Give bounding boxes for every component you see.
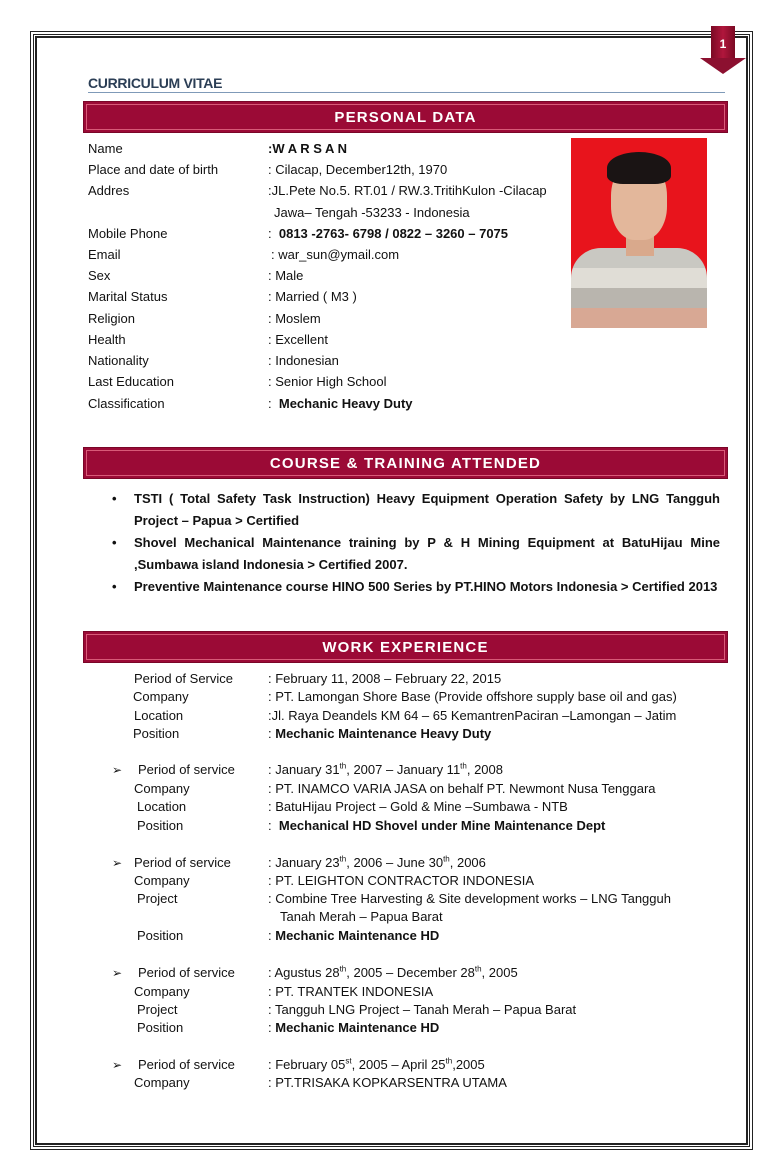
value-sex: : Male (268, 268, 304, 283)
label-period: Period of service (138, 965, 235, 980)
page-number-arrow-icon (700, 26, 748, 76)
label-period: Period of service (134, 855, 231, 870)
arrow-bullet-icon: ➢ (112, 856, 123, 870)
value-marital-status: : Married ( M3 ) (268, 289, 357, 304)
label-position: Position (137, 1020, 184, 1035)
value-position: : Mechanical HD Shovel under Mine Maintenance Dept (268, 818, 606, 833)
course-item: • Preventive Maintenance course HINO 500 Series by PT.HINO Motors Indonesia > Certified 2013 (108, 576, 720, 598)
label-company: Company (133, 689, 189, 704)
label-birth: Place and date of birth (88, 162, 219, 177)
value-email: : war_sun@ymail.com (271, 247, 400, 262)
label-location: Location (134, 708, 184, 723)
value-period: : February 11, 2008 – February 22, 2015 (268, 671, 502, 686)
bullet-icon: • (112, 491, 117, 506)
label-sex: Sex (88, 268, 111, 283)
value-position: : Mechanic Maintenance Heavy Duty (268, 726, 492, 741)
label-name: Name (88, 141, 123, 156)
value-classification: : Mechanic Heavy Duty (268, 396, 413, 411)
label-position: Position (133, 726, 180, 741)
label-project: Project (137, 1002, 178, 1017)
value-mobile: : 0813 -2763- 6798 / 0822 – 3260 – 7075 (268, 226, 509, 241)
value-address-line2: Jawa– Tengah -53233 - Indonesia (274, 205, 470, 220)
title-divider (88, 92, 725, 93)
value-position: : Mechanic Maintenance HD (268, 1020, 440, 1035)
label-email: Email (88, 247, 121, 262)
bullet-icon: • (112, 579, 117, 594)
label-project: Project (137, 891, 178, 906)
bullet-icon: • (112, 535, 117, 550)
value-religion: : Moslem (268, 311, 321, 326)
value-last-education: : Senior High School (268, 374, 387, 389)
label-company: Company (134, 873, 190, 888)
label-position: Position (137, 818, 184, 833)
value-project: : Combine Tree Harvesting & Site development works – LNG Tangguh (268, 891, 671, 906)
value-project: : Tangguh LNG Project – Tanah Merah – Papua Barat (268, 1002, 577, 1017)
label-position: Position (137, 928, 184, 943)
value-company: : PT. Lamongan Shore Base (Provide offshore supply base oil and gas) (268, 689, 677, 704)
label-company: Company (134, 781, 190, 796)
value-position: : Mechanic Maintenance HD (268, 928, 440, 943)
value-company: : PT. INAMCO VARIA JASA on behalf PT. Newmont Nusa Tenggara (268, 781, 656, 796)
arrow-bullet-icon: ➢ (112, 763, 123, 777)
label-period: Period of Service (134, 671, 233, 686)
label-address: Addres (88, 183, 130, 198)
value-period: : Agustus 28th, 2005 – December 28th, 2005 (268, 964, 518, 980)
page-number: 1 (719, 37, 727, 51)
label-period: Period of service (138, 1057, 235, 1072)
value-name: :W A R S A N (268, 141, 347, 156)
label-period: Period of service (138, 762, 235, 777)
label-location: Location (137, 799, 187, 814)
course-list (108, 488, 720, 598)
label-health: Health (88, 332, 126, 347)
value-address-line1: :JL.Pete No.5. RT.01 / RW.3.TritihKulon -Cilacap (268, 183, 547, 198)
label-last-education: Last Education (88, 374, 175, 389)
section-title: PERSONAL DATA (334, 108, 477, 126)
arrow-bullet-icon: ➢ (112, 1058, 123, 1072)
value-location: :Jl. Raya Deandels KM 64 – 65 KemantrenPaciran –Lamongan – Jatim (268, 708, 677, 723)
section-title: WORK EXPERIENCE (322, 638, 489, 656)
label-company: Company (134, 1075, 190, 1090)
document-title: CURRICULUM VITAE (88, 75, 223, 91)
profile-photo (571, 138, 707, 328)
value-period: : January 23th, 2006 – June 30th, 2006 (268, 854, 486, 870)
value-period: : January 31th, 2007 – January 11th, 2008 (268, 761, 503, 777)
label-marital-status: Marital Status (88, 289, 168, 304)
value-period: : February 05st, 2005 – April 25th,2005 (268, 1056, 485, 1072)
section-title: COURSE & TRAINING ATTENDED (269, 454, 542, 472)
label-classification: Classification (88, 396, 165, 411)
label-religion: Religion (88, 311, 135, 326)
label-company: Company (134, 984, 190, 999)
value-birth: : Cilacap, December12th, 1970 (268, 162, 448, 177)
value-company: : PT.TRISAKA KOPKARSENTRA UTAMA (268, 1075, 507, 1090)
label-mobile: Mobile Phone (88, 226, 168, 241)
value-company: : PT. LEIGHTON CONTRACTOR INDONESIA (268, 873, 535, 888)
section-header-work-experience (83, 631, 728, 663)
value-project-line2: Tanah Merah – Papua Barat (280, 909, 443, 924)
arrow-bullet-icon: ➢ (112, 966, 123, 980)
value-health: : Excellent (268, 332, 328, 347)
value-company: : PT. TRANTEK INDONESIA (268, 984, 434, 999)
label-nationality: Nationality (88, 353, 149, 368)
course-item: • TSTI ( Total Safety Task Instruction) Heavy Equipment Operation Safety by LNG Tangguh Project – Papua > Certified (108, 488, 720, 532)
course-item: • Shovel Mechanical Maintenance training by P & H Mining Equipment at BatuHijau Mine ,Sumbawa island Indonesia > Certified 2007. (108, 532, 720, 576)
section-header-personal-data (83, 101, 728, 133)
section-header-courses (83, 447, 728, 479)
value-nationality: : Indonesian (268, 353, 339, 368)
value-location: : BatuHijau Project – Gold & Mine –Sumbawa - NTB (268, 799, 568, 814)
